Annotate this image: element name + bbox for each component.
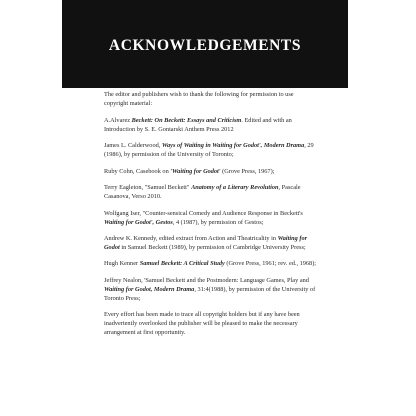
entry-title: 'Waiting for Godot' <box>170 167 221 175</box>
entry-paragraph <box>104 234 318 252</box>
page-title: ACKNOWLEDGEMENTS <box>108 37 302 54</box>
entry-paragraph <box>104 116 318 134</box>
entry-text: James L. Calderwood, <box>104 142 162 150</box>
entry-paragraph <box>104 276 318 303</box>
entry-text: , 29 (1986), by permission of the University of Toronto; <box>104 142 314 159</box>
entry-title: Ways of Waiting in Waiting for Godot', Modern Drama <box>161 142 305 150</box>
entry-paragraph <box>104 167 318 176</box>
entry-text: , 4 (1987), by permission of Gestos; <box>172 218 264 226</box>
entry-text: , 31:4(1988), by permission of the University of Toronto Press; <box>104 285 316 302</box>
entry-text: . Edited and with an Introduction by S. E. Gontarski Anthem Press 2012 <box>104 117 292 133</box>
entry-text: Ruby Cohn, Casebook on <box>104 167 171 175</box>
entry-paragraph <box>104 141 318 159</box>
entry-title: Anatomy of a Literary Revolution <box>191 184 279 192</box>
acknowledgements-body <box>104 90 318 345</box>
entry-title: Waiting for Godot <box>104 234 308 251</box>
entry-title: Beckett: On Beckett: Essays and Criticism <box>131 117 242 124</box>
entry-paragraph <box>104 259 318 268</box>
entry-text: Jeffrey Nealon, 'Samuel Beckett and the Postmodern: Language Games, Play and <box>104 276 309 284</box>
intro-paragraph: The editor and publishers wish to thank the following for permission to use copyright material: <box>104 91 294 107</box>
closing-paragraph: Every effort has been made to trace all copyright holders but if any have been inadvertently overlooked the publisher will be pleased to make the necessary arrangement at first opportunity. <box>104 311 300 337</box>
entry-text: Terry Eagleton, "Samuel Beckett" <box>104 184 192 192</box>
heading-banner <box>62 0 348 88</box>
entry-title: Samuel Beckett: A Critical Study <box>139 260 225 268</box>
entry-text: Wolfgang Iser, "Counter-sensical Comedy and Audience Response in Beckett's <box>104 209 303 217</box>
entry-text: in Samuel Beckett (1989), by permission of Cambridge University Press; <box>119 243 306 251</box>
entry-paragraph <box>104 183 318 201</box>
entry-text: (Grove Press, 1961; rev. ed., 1968); <box>224 260 317 268</box>
entry-text: , Pascale Casanova, Verso 2010. <box>104 184 301 201</box>
entry-text: Andrew K. Kennedy, edited extract from Action and Theatricality in <box>104 234 278 242</box>
entry-title: Waiting for Godot', Gestos <box>104 218 173 226</box>
entry-text: Hugh Kenner <box>104 260 140 268</box>
entry-text: (Grove Press, 1967); <box>220 167 275 175</box>
entry-paragraph <box>104 209 318 227</box>
entry-text: A.Alvarez <box>104 117 132 124</box>
entry-title: Waiting for Godot, Modern Drama <box>104 285 195 293</box>
